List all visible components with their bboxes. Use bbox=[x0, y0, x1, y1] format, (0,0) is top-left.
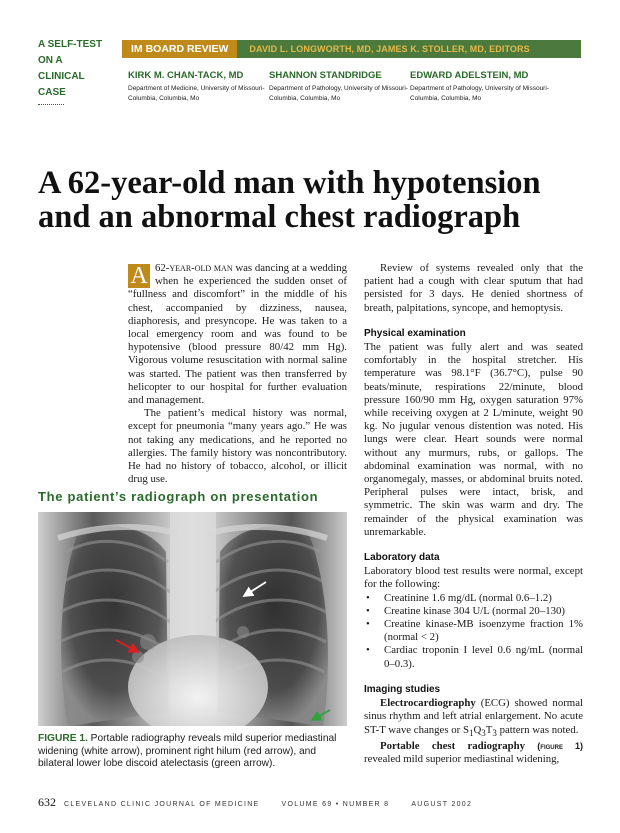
ecg-subscript: 3 bbox=[492, 727, 497, 738]
author-name: KIRK M. CHAN-TACK, MD bbox=[128, 70, 244, 81]
title-line: and an abnormal chest radiograph bbox=[38, 199, 521, 235]
author-block bbox=[128, 70, 268, 103]
issue-date: AUGUST 2002 bbox=[411, 801, 473, 808]
figure-heading: The patient’s radiograph on presentation bbox=[38, 489, 319, 504]
ecg-text: Q bbox=[473, 723, 482, 736]
caption-text: Portable radiography reveals mild superior mediastinal widening (white arrow), prominent right hilum (red arrow), and bilateral lower lobe discoid atelectasis (green arrow). bbox=[38, 733, 337, 769]
list-item: • Creatine kinase-MB isoenzyme fraction 1% (normal < 2) bbox=[364, 618, 583, 644]
ecg-subscript: 1 bbox=[468, 727, 474, 738]
series-line: A SELF-TEST bbox=[38, 39, 103, 50]
series-label bbox=[38, 37, 110, 105]
intro-text: was dancing at a wedding when he experienced the sudden onset of “fullness and discomfort” in the middle of his chest, accompanied by dizziness, nausea, diaphoresis, and presyncope. He was taken to a local emergency room and was found to be hypotensive (blood pressure 80/42 mm Hg). Vigorous volume resuscitation with normal saline was started. The patient was then transferred by helicopter to our hospital for further evaluation and management. bbox=[128, 262, 347, 407]
drop-cap: A bbox=[128, 264, 150, 288]
right-column bbox=[364, 262, 583, 766]
title-line: A 62-year-old man with hypotension bbox=[38, 165, 541, 201]
series-line: CLINICAL bbox=[38, 71, 85, 82]
volume-issue: VOLUME 69 • NUMBER 8 bbox=[281, 801, 390, 808]
series-dotted-rule bbox=[38, 101, 64, 105]
journal-name: CLEVELAND CLINIC JOURNAL OF MEDICINE bbox=[64, 801, 260, 808]
department-banner bbox=[122, 40, 581, 58]
lab-paragraph: Laboratory blood test results were normal, except for the following: bbox=[364, 565, 583, 591]
radiography-text: revealed mild superior mediastinal widening, bbox=[364, 753, 560, 766]
ecg-label: Electrocardiography bbox=[380, 697, 476, 710]
ecg-paragraph bbox=[364, 697, 583, 740]
radiography-paragraph bbox=[364, 740, 583, 766]
radiography-label: Portable chest radiography bbox=[380, 739, 526, 752]
page-footer bbox=[38, 795, 583, 810]
author-block bbox=[269, 70, 409, 103]
section-heading: Physical examination bbox=[364, 327, 466, 339]
ecg-subscript: 3 bbox=[481, 727, 486, 738]
series-line: CASE bbox=[38, 87, 66, 98]
author-affiliation: Department of Pathology, University of Missouri-Columbia, Columbia, Mo bbox=[269, 85, 408, 102]
intro-paragraph bbox=[128, 262, 347, 407]
ecg-text: pattern was noted. bbox=[496, 723, 579, 736]
section-heading: Laboratory data bbox=[364, 552, 440, 564]
exam-paragraph: The patient was fully alert and was seated comfortably in the hospital stretcher. His temperature was 98.1°F (36.7°C), pulse 90 beats/minute, respirations 22/minute, blood pressure 160/90 mm Hg, oxygen saturation 97% while receiving oxygen at 2 L/minute, weight 90 kg. No jugular venous distention was noted. His lungs were clear. Heart sounds were normal without any murmurs, rubs, or gallops. The abdominal examination was normal, with no organomegaly, masses, or abdominal bruits noted. Peripheral pulses were intact, brisk, and symmetric. The skin was warm and dry. The remainder of the physical examination was unremarkable. bbox=[364, 341, 583, 538]
author-name: SHANNON STANDRIDGE bbox=[269, 70, 382, 81]
chest-radiograph bbox=[38, 512, 347, 726]
ecg-text: T bbox=[485, 723, 493, 736]
department-name: IM BOARD REVIEW bbox=[122, 40, 237, 58]
author-name: EDWARD ADELSTEIN, MD bbox=[410, 70, 529, 81]
lab-results-list bbox=[364, 592, 583, 671]
ecg-text: (ECG) showed normal sinus rhythm and left atrial enlargement. No acute ST-T wave changes or S bbox=[364, 697, 583, 736]
author-affiliation: Department of Medicine, University of Missouri-Columbia, Columbia, Mo bbox=[128, 85, 265, 102]
author-block bbox=[410, 70, 550, 103]
figure-label: FIGURE 1. bbox=[38, 733, 88, 744]
page-number: 632 bbox=[38, 795, 56, 809]
list-item: • Creatine kinase 304 U/L (normal 20–130) bbox=[364, 605, 583, 618]
radiograph-image bbox=[38, 512, 347, 726]
figure-caption bbox=[38, 733, 347, 771]
section-heading: Imaging studies bbox=[364, 683, 441, 695]
figure-reference[interactable]: (figure 1) bbox=[537, 740, 584, 751]
editors-line: DAVID L. LONGWORTH, MD, JAMES K. STOLLER, MD, EDITORS bbox=[249, 44, 530, 54]
list-item: • Creatinine 1.6 mg/dL (normal 0.6–1.2) bbox=[364, 592, 583, 605]
left-column bbox=[128, 262, 347, 486]
lead-in: 62-year-old man bbox=[155, 262, 233, 274]
history-paragraph: The patient’s medical history was normal, except for pneumonia “many years ago.” He was not taking any medications, and he reported no allergies. The family history was noncontributory. He had no history of tobacco, alcohol, or illicit drug use. bbox=[128, 407, 347, 486]
series-line: ON A bbox=[38, 55, 63, 66]
article-title bbox=[38, 166, 598, 234]
list-item: • Cardiac troponin I level 0.6 ng/mL (normal 0–0.3). bbox=[364, 644, 583, 670]
author-affiliation: Department of Pathology, University of Missouri-Columbia, Columbia, Mo bbox=[410, 85, 549, 102]
review-of-systems-paragraph: Review of systems revealed only that the patient had a cough with clear sputum that had persisted for 3 days. He denied shortness of breath, palpitations, syncope, and hemoptysis. bbox=[364, 262, 583, 314]
